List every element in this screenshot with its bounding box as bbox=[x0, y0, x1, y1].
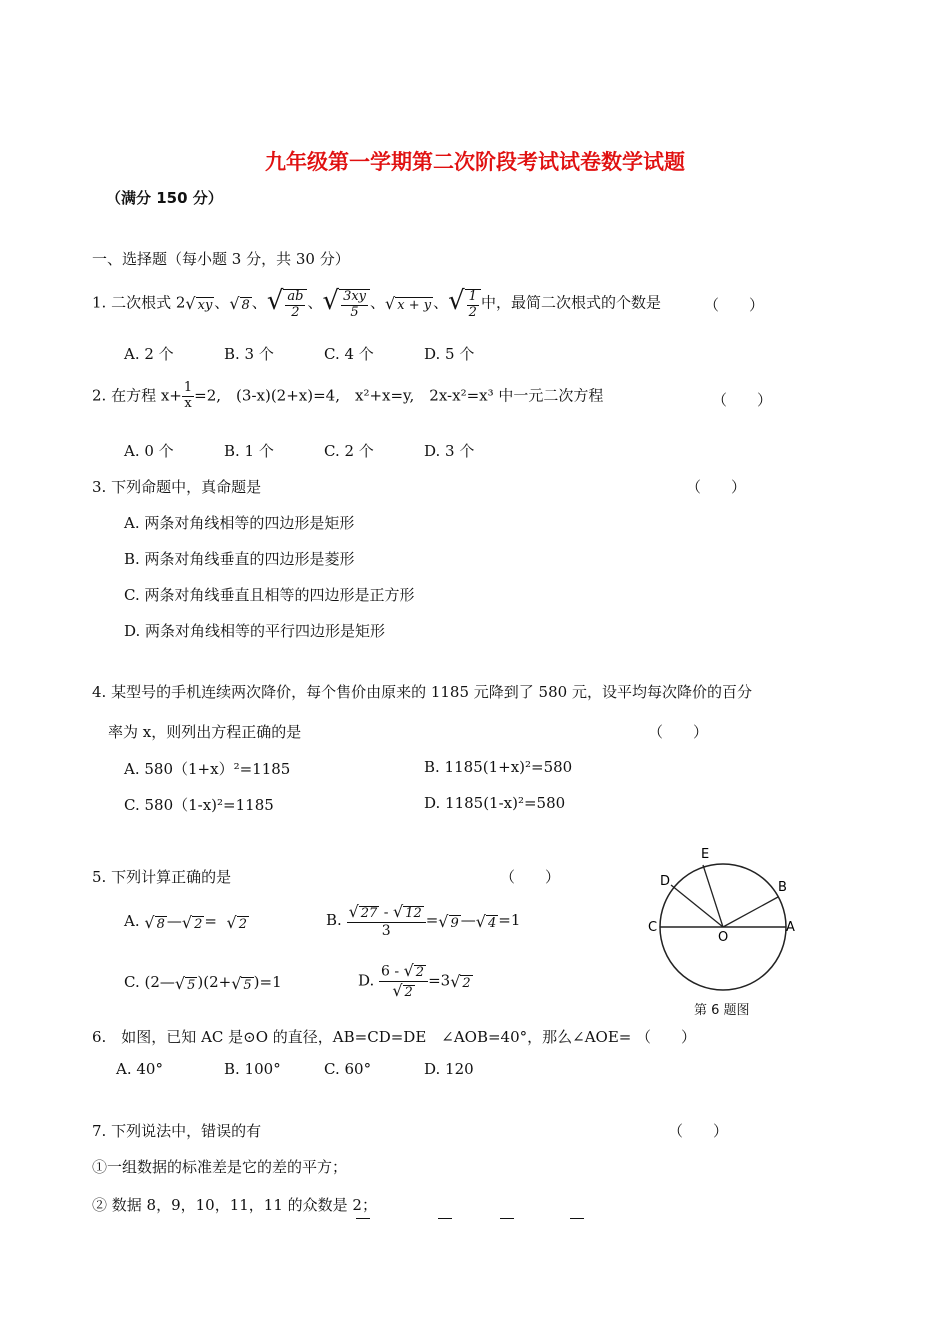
option: A. 两条对角线相等的四边形是矩形 bbox=[124, 514, 355, 532]
question-2 bbox=[92, 381, 603, 412]
label-d: D bbox=[660, 874, 671, 889]
separator: 、 bbox=[370, 293, 386, 312]
section-heading: 一、选择题（每小题 3 分，共 30 分） bbox=[92, 250, 350, 268]
option: B. 1185(1+x)²=580 bbox=[424, 758, 573, 776]
option: B. 两条对角线垂直的四边形是菱形 bbox=[124, 550, 355, 568]
option: D. 120 bbox=[424, 1060, 474, 1078]
option-a: A. √ 8 —√ 2 = √ 2 bbox=[124, 912, 247, 932]
circle-diagram bbox=[650, 845, 800, 995]
question-1 bbox=[92, 286, 661, 321]
option: D. 3 个 bbox=[424, 442, 475, 460]
overline-mark bbox=[356, 1218, 370, 1219]
q2-rest: =2, (3-x)(2+x)=4, x²+x=y, 2x-x²=x³ 中一元二次方程 bbox=[194, 386, 604, 405]
radius-od bbox=[671, 885, 723, 927]
question-7: 7. 下列说法中，错误的有 bbox=[92, 1122, 262, 1140]
question-6: 6. 如图，已知 AC 是⊙O 的直径，AB=CD=DE ∠AOB=40°，那么∠AOE= bbox=[92, 1028, 632, 1046]
option: C. 两条对角线垂直且相等的四边形是正方形 bbox=[124, 586, 415, 604]
option: A. 2 个 bbox=[124, 345, 174, 363]
option-d: D. $\frac{6 - √ 2}{√ 2}$ =3√ 2 bbox=[358, 961, 471, 1000]
radical: √ 8 bbox=[229, 293, 250, 313]
label-b: B bbox=[778, 880, 787, 895]
option: C. 4 个 bbox=[324, 345, 374, 363]
radius-oe bbox=[703, 865, 723, 927]
page-title: 九年级第一学期第二次阶段考试试卷数学试题 bbox=[265, 150, 685, 174]
answer-paren: （ ） bbox=[500, 868, 561, 886]
option: D. 1185(1-x)²=580 bbox=[424, 794, 566, 812]
radical: √ x + y bbox=[385, 293, 432, 313]
answer-paren: （ ） bbox=[704, 296, 765, 314]
label-a: A bbox=[786, 920, 795, 935]
label-o: O bbox=[718, 930, 729, 945]
figure-caption: 第 6 题图 bbox=[694, 1003, 750, 1018]
radical: √ $\frac{ab}{2}$ bbox=[267, 286, 308, 321]
answer-paren: （ ） bbox=[668, 1122, 729, 1140]
q1-prefix: 1. 二次根式 2 bbox=[92, 293, 186, 312]
option: D. 两条对角线相等的平行四边形是矩形 bbox=[124, 622, 386, 640]
option: D. 5 个 bbox=[424, 345, 475, 363]
statement-item: ①一组数据的标准差是它的差的平方； bbox=[92, 1158, 348, 1176]
option: B. 3 个 bbox=[224, 345, 274, 363]
option-c: C. (2—√ 5 )(2+√ 5 )=1 bbox=[124, 973, 282, 993]
score-note: （满分 150 分） bbox=[106, 189, 223, 207]
circle-figure bbox=[650, 845, 800, 1025]
option: C. 2 个 bbox=[324, 442, 374, 460]
question-4-cont: 率为 x，则列出方程正确的是 bbox=[108, 723, 302, 741]
option: A. 580（1+x）²=1185 bbox=[124, 760, 291, 778]
overline-mark bbox=[570, 1218, 584, 1219]
separator: 、 bbox=[433, 293, 449, 312]
answer-paren: （ ） bbox=[686, 478, 747, 496]
option-b: B. $\frac{√ 27 - √ 12}{3}$ =√ 9 —√ 4 =1 bbox=[326, 902, 521, 939]
label-e: E bbox=[701, 847, 710, 862]
radical: √ xy bbox=[185, 293, 213, 313]
answer-paren: （ ） bbox=[636, 1028, 697, 1046]
option: C. 60° bbox=[324, 1060, 372, 1078]
answer-paren: （ ） bbox=[648, 723, 709, 741]
separator: 、 bbox=[214, 293, 230, 312]
radical: √ $\frac{3xy}{5}$ bbox=[322, 286, 370, 321]
option: C. 580（1-x)²=1185 bbox=[124, 796, 274, 814]
question-4: 4. 某型号的手机连续两次降价，每个售价由原来的 1185 元降到了 580 元，设平均每次降价的百分 bbox=[92, 683, 752, 701]
q2-prefix: 2. 在方程 x+ bbox=[92, 386, 182, 405]
fraction: $\frac{1}{x}$ bbox=[183, 380, 193, 411]
overline-mark bbox=[438, 1218, 452, 1219]
separator: 、 bbox=[307, 293, 323, 312]
label-c: C bbox=[648, 920, 658, 935]
separator: 、 bbox=[251, 293, 267, 312]
radius-ob bbox=[723, 897, 778, 927]
option: A. 0 个 bbox=[124, 442, 174, 460]
overline-mark bbox=[500, 1218, 514, 1219]
question-3: 3. 下列命题中，真命题是 bbox=[92, 478, 262, 496]
option: B. 1 个 bbox=[224, 442, 274, 460]
option: A. 40° bbox=[116, 1060, 163, 1078]
answer-paren: （ ） bbox=[712, 391, 773, 409]
option: B. 100° bbox=[224, 1060, 281, 1078]
radical: √ $\frac{1}{2}$ bbox=[448, 286, 481, 321]
statement-item: ② 数据 8，9，10，11，11 的众数是 2； bbox=[92, 1196, 377, 1214]
question-5: 5. 下列计算正确的是 bbox=[92, 868, 232, 886]
q1-suffix: 中，最简二次根式的个数是 bbox=[480, 293, 661, 312]
